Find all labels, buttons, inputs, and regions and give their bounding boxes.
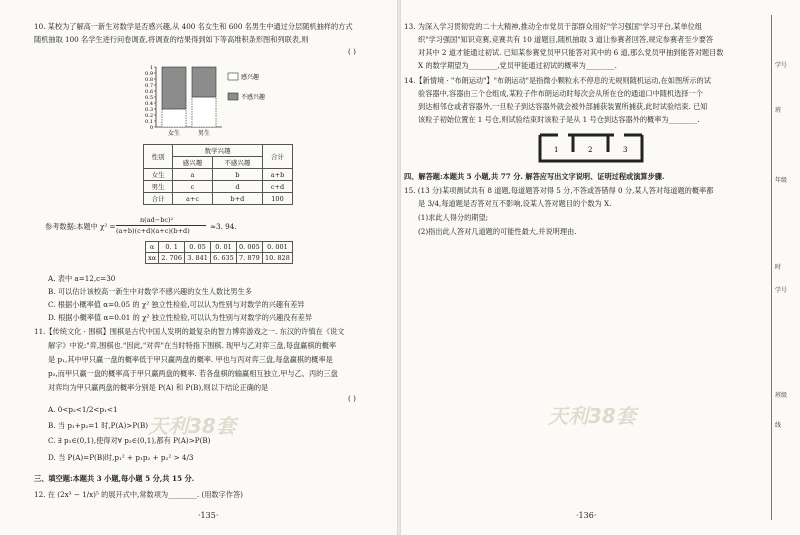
q12-text: 12. 在 (2x³ − 1/x)⁵ 的展开式中,常数项为________. (用数字作答) — [34, 490, 243, 499]
sub-interested: 感兴趣 — [173, 157, 213, 169]
watermark-right: 天利38套 — [548, 404, 636, 428]
head-gender: 性别 — [144, 145, 173, 169]
q15-line2: 是 3/4,每道题是否答对互不影响,设某人答对题目的个数为 X. — [418, 199, 612, 208]
q10-line1: 10. 某校为了解高一新生对数学是否感兴趣,从 400 名女生和 600 名男生中通过分层随机抽样的方式 — [34, 22, 353, 31]
y-tick-label: 0.5 — [145, 95, 153, 101]
cell: 合计 — [144, 193, 173, 205]
cell: b — [212, 169, 262, 181]
cell: 3. 841 — [185, 253, 211, 264]
y-tick-label: 0 — [149, 125, 153, 131]
q11-line3: 是 p₁,其中甲只赢一盘的概率低于甲只赢两盘的概率. 甲也与丙对弈三盘,每盘赢棋的概率是 — [48, 355, 333, 364]
legend-swatch — [228, 93, 238, 100]
margin-label: 年级 — [775, 177, 788, 184]
q11-option-b: B. 当 p₁+p₂=1 时,P(A)>P(B) — [48, 421, 149, 430]
q11-line4: p₂,而甲只赢一盘的概率高于甲只赢两盘的概率. 若各盘棋的输赢相互独立,甲与乙、丙的三盘 — [48, 369, 338, 378]
cell: c+d — [263, 181, 293, 193]
q10-option-d: D. 根据小概率值 α=0.01 的 χ² 独立性检验,可以认为性别与对数学的兴趣没有差异 — [48, 313, 313, 322]
cell: 2. 706 — [159, 253, 185, 264]
section-4-heading: 四、解答题:本题共 5 小题,共 77 分. 解答应写出文字说明、证明过程或演算步骤. — [404, 172, 665, 181]
right-page-number: ·136· — [576, 511, 597, 520]
q13-line1: 13. 为深入学习贯彻党的二十大精神,推动全市党员干部群众用好"学习强国"学习平台,某单位组 — [404, 22, 703, 31]
table-row — [144, 169, 293, 181]
cell: 6. 635 — [211, 253, 237, 264]
head-total: 合计 — [263, 145, 293, 169]
q11-option-d: D. 当 P(A)=P(B)时,p₁² + p₁p₂ + p₂² > 4/3 — [48, 453, 194, 462]
q13-line3: 对其中 2 道才能通过初试. 已知某参赛党员甲只能答对其中的 6 道,那么党员甲抽到能答对题目数 — [418, 48, 724, 57]
table-row — [146, 253, 293, 264]
q10-option-c: C. 根据小概率值 α=0.05 的 χ² 独立性检验,可以认为性别与对数学的兴趣有差异 — [48, 300, 305, 309]
q11-answer-paren: ( ) — [348, 394, 356, 403]
q14-line3: 到达相邻仓或者容器外,一旦粒子到达容器外就会被外部捕获装置所捕获,此时试验结束. 已知 — [418, 102, 708, 111]
q10-line2: 随机抽取 100 名学生进行问卷调查,将调查的结果得到如下等高堆积条形图和列联表,则 — [34, 35, 309, 44]
cell: α — [146, 242, 159, 253]
cell: xα — [146, 253, 159, 264]
left-page-number: ·135· — [198, 511, 219, 520]
cell: 7. 879 — [236, 253, 262, 264]
q11-line1: 11.【传统文化 · 围棋】围棋是古代中国人发明的最复杂的智力博弈游戏之一. 东汉的许慎在《说文 — [34, 327, 345, 336]
cell: a+b — [263, 169, 293, 181]
table-row — [144, 193, 293, 205]
q14-line2: 验容器中,容器由三个仓组成,某粒子作布朗运动时每次会从所在仓的通道口中随机选择一个 — [418, 89, 703, 98]
margin-label: 时 — [775, 264, 782, 271]
bar-segment — [162, 109, 186, 127]
watermark-left: 天利38套 — [148, 414, 236, 438]
q11-line5: 对弈均为甲只赢两盘的概率分别是 P(A) 和 P(B),则以下结论正确的是 — [48, 383, 269, 392]
margin-label: 学号 — [775, 287, 788, 294]
q13-line4: X 的数学期望为________,党员甲能通过初试的概率为________. — [418, 61, 617, 70]
y-tick-label: 0.6 — [145, 89, 153, 95]
cell: 男生 — [144, 181, 173, 193]
cell: 10. 828 — [262, 253, 292, 264]
cell: c — [173, 181, 213, 193]
legend-label: 感兴趣 — [241, 74, 260, 81]
q15-part2: (2)指出此人答对几道题的可能性最大,并说明理由. — [418, 227, 577, 236]
q10-answer-paren: ( ) — [348, 47, 356, 56]
q10-option-b: B. 可以估计该校高一新生中对数学不感兴趣的女生人数比男生多 — [48, 287, 252, 296]
y-tick-label: 0.2 — [145, 113, 153, 119]
q13-line2: 织"学习强国"知识竞赛,竞赛共有 10 道题目,随机抽取 3 道让参赛者回答,规定参赛者至少要答 — [418, 35, 714, 44]
cell: 0. 1 — [159, 242, 185, 253]
q11-line2: 解字》中说:"弈,围棋也."因此,"对弈"在当时特指下围棋. 现甲与乙对弈三盘,每盘赢棋的概率 — [48, 341, 337, 350]
legend-swatch — [228, 73, 238, 80]
chamber-1-label: 1 — [554, 146, 559, 154]
margin-label: 线 — [775, 422, 782, 429]
contingency-table — [143, 144, 293, 205]
cell: 女生 — [144, 169, 173, 181]
section-3-heading: 三、填空题:本题共 3 小题,每小题 5 分,共 15 分. — [34, 474, 195, 483]
y-tick-label: 0.4 — [145, 101, 153, 107]
brownian-container-diagram — [538, 130, 644, 166]
y-tick-label: 0.7 — [145, 83, 153, 89]
q15-part1: (1)求此人得分的期望; — [418, 213, 489, 222]
table-row — [146, 242, 293, 253]
y-tick-label: 0.3 — [145, 107, 153, 113]
critical-value-table — [145, 241, 293, 264]
margin-label: 班 — [775, 107, 782, 114]
q14-line4: 该粒子初始位置在 1 号仓,则试验结束时该粒子是从 1 号仓到达容器外的概率为________. — [418, 115, 700, 124]
ref-numerator: n(ad−bc)² — [140, 216, 174, 224]
y-tick-label: 0.1 — [145, 119, 153, 125]
cell: 100 — [263, 193, 293, 205]
q10-option-a: A. 表中 a=12,c=30 — [48, 274, 116, 283]
ref-value: ≈3. 94. — [210, 222, 237, 231]
legend-label: 不感兴趣 — [241, 94, 266, 101]
head-math: 数学兴趣 — [173, 145, 263, 157]
cell: a — [173, 169, 213, 181]
chamber-2-label: 2 — [588, 146, 593, 154]
binding-line — [771, 15, 772, 520]
y-tick-label: 0.9 — [145, 71, 153, 77]
q11-option-a: A. 0<p₂<1/2<p₁<1 — [48, 405, 118, 414]
cell: d — [212, 181, 262, 193]
cell: 0. 001 — [262, 242, 292, 253]
book-gutter — [397, 0, 401, 535]
cell: a+c — [173, 193, 213, 205]
q11-option-c: C. ∃ p₁∈(0,1),使得对∀ p₂∈(0,1),都有 P(A)>P(B) — [48, 436, 211, 445]
sub-not-interested: 不感兴趣 — [212, 157, 262, 169]
margin-label: 班级 — [775, 392, 788, 399]
cell: 0. 005 — [236, 242, 262, 253]
y-tick-label: 1 — [149, 65, 153, 71]
chamber-3-label: 3 — [623, 146, 628, 154]
cell: 0. 05 — [185, 242, 211, 253]
table-row — [144, 181, 293, 193]
x-category-label: 男生 — [197, 130, 211, 137]
x-category-label: 女生 — [167, 130, 181, 137]
bar-segment — [192, 67, 216, 97]
cell: b+d — [212, 193, 262, 205]
y-tick-label: 0.8 — [145, 77, 153, 83]
q15-line1: 15. (13 分)某项测试共有 8 道题,每道题答对得 5 分,不答或答错得 0 分,某人答对每道题的概率都 — [404, 186, 714, 195]
stacked-bar-chart — [138, 63, 268, 143]
q14-line1: 14.【新情境 · "布朗运动"】"布朗运动"是指微小颗粒永不停息的无规则随机运动,在如图所示的试 — [404, 76, 711, 85]
bar-segment — [162, 67, 186, 109]
cell: 0. 01 — [211, 242, 237, 253]
bar-segment — [192, 97, 216, 127]
margin-label: 学号 — [775, 62, 788, 69]
fraction-bar — [116, 225, 206, 226]
ref-denominator: (a+b)(c+d)(a+c)(b+d) — [116, 227, 190, 235]
ref-label: 参考数据:本题中 χ² = — [45, 222, 116, 231]
